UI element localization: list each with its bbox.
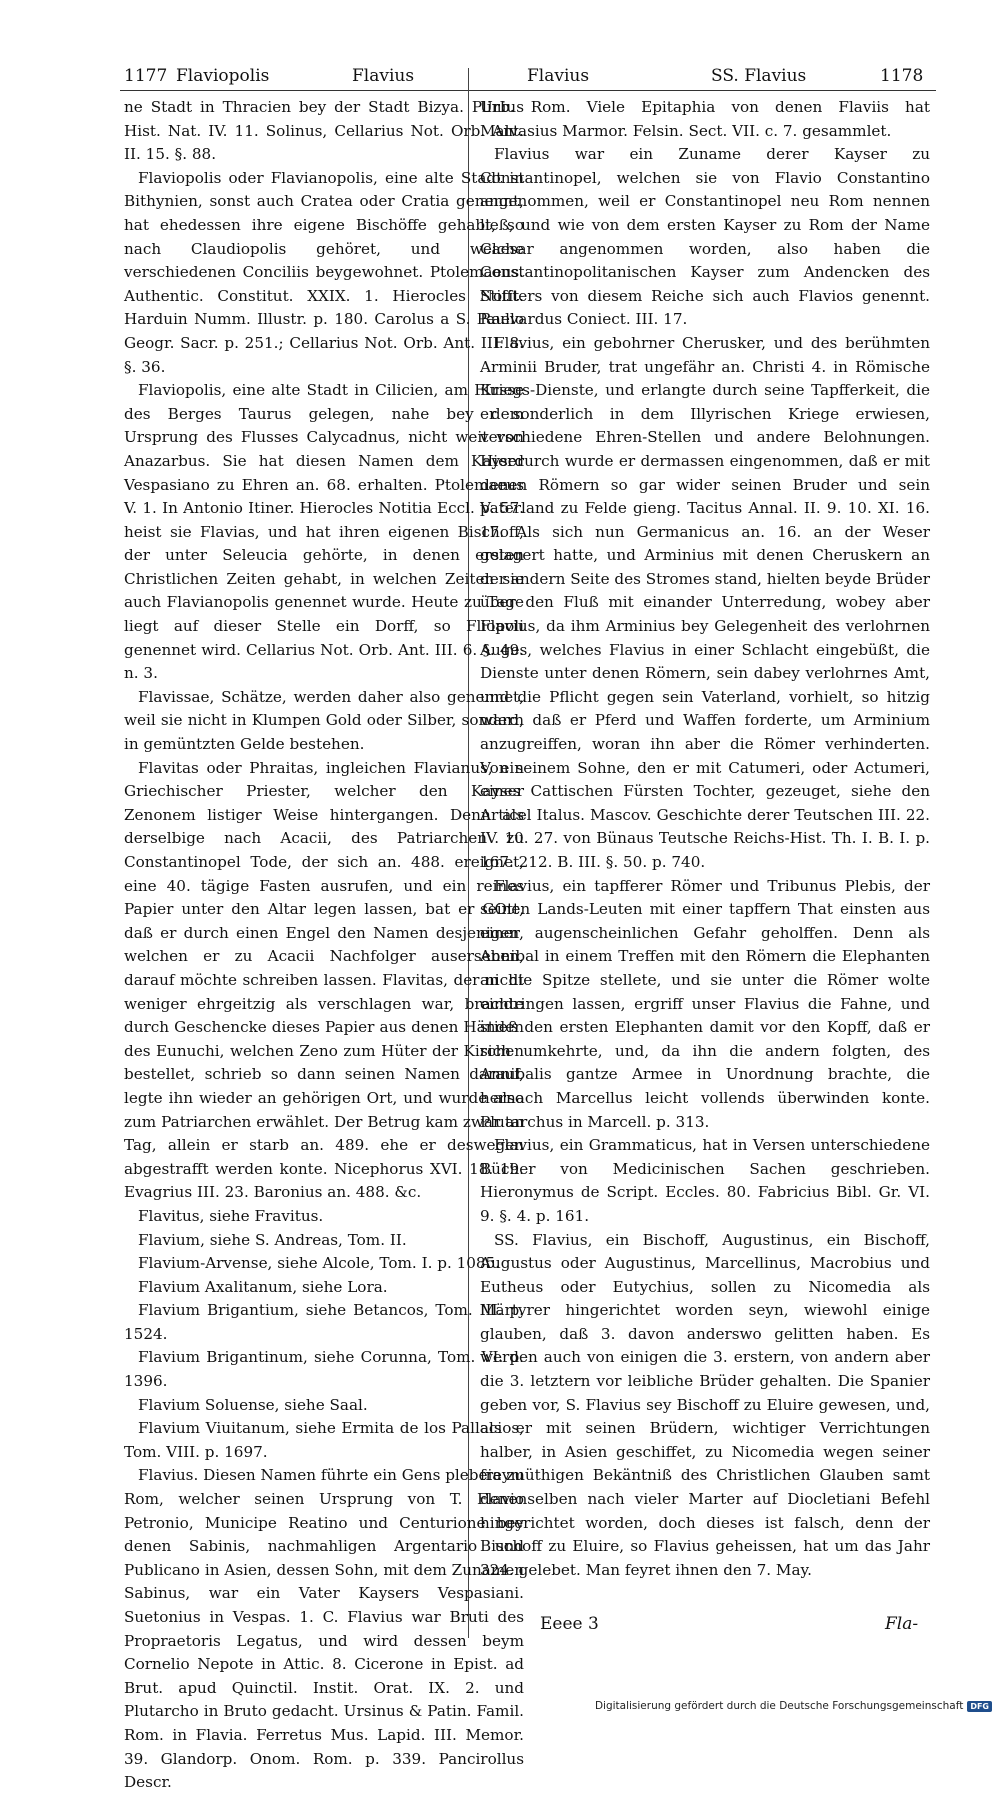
digitization-footer — [595, 1700, 992, 1712]
right-column — [480, 96, 930, 1582]
entry-paragraph: Flavitas oder Phraitas, ingleichen Flavianus, ein Griechischer Priester, welcher den Kayser Zenonem listiger Weise hintergangen. Denn als derselbige nach Acacii, des Patriarchen zu Constantinopel Tode, der sich an. 488. ereignet, eine 40. tägige Fasten ausrufen, und ein reines Papier unter den Altar legen lassen, bat er GOtt, daß er durch einen Engel den Namen desjenigen, welchen er zu Acacii Nachfolger auserseben, darauf möchte schreiben lassen. Flavitas, der nicht weniger ehrgeitzig als verschlagen war, brachte durch Geschencke dieses Papier aus denen Händen des Eunuchi, welchen Zeno zum Hüter der Kirchen bestellet, schrieb so dann seinen Namen darauf, legte ihn wieder an gehörigen Ort, und wurde also zum Patriarchen erwählet. Der Betrug kam zwar an Tag, allein er starb an. 489. ehe er deswegen abgestrafft werden konte. Nicephorus XVI. 18. 19. Evagrius III. 23. Baronius an. 488. &c. — [124, 758, 524, 1202]
entry-paragraph: Flavius, ein gebohrner Cherusker, und des berühmten Arminii Bruder, trat ungefähr an. Christi 4. in Römische Kriegs-Dienste, und erlangte durch seine Tapfferkeit, die er sonderlich in dem Illyrischen Kriege erwiesen, verschiedene Ehren-Stellen und andere Belohnungen. Hierdurch wurde er dermassen eingenommen, daß er mit denen Römern so gar wider seinen Bruder und sein Vaterland zu Felde gieng. Tacitus Annal. II. 9. 10. XI. 16. 17. Als sich nun Germanicus an. 16. an der Weser gelagert hatte, und Arminius mit denen Cheruskern an der andern Seite des Stromes stand, hielten beyde Brüder über den Fluß mit einander Unterredung, wobey aber Flavius, da ihm Arminius bey Gelegenheit des verlohrnen Auges, welches Flavius in einer Schlacht eingebüßt, die Dienste unter denen Römern, sein dabey verlohrnes Amt, und die Pflicht gegen sein Vaterland, vorhielt, so hitzig ward, daß er Pferd und Waffen forderte, um Arminium anzugreiffen, woran ihn aber die Römer verhinderten. Von seinem Sohne, den er mit Catumeri, oder Actumeri, eines Cattischen Fürsten Tochter, gezeuget, siehe den Articel Italus. Mascov. Geschichte derer Teutschen III. 22. IV. 10. 27. von Bünaus Teutsche Reichs-Hist. Th. I. B. I. p. 167. 212. B. III. §. 50. p. 740. — [480, 333, 930, 871]
entry-paragraph: Flavium Axalitanum, siehe Lora. — [138, 1277, 388, 1296]
entry-paragraph: Flavius. Diesen Namen führte ein Gens plebeia zu Rom, welcher seinen Ursprung von T. Flavio Petronio, Municipe Reatino und Centurione bey denen Sabinis, nachmahligen Argentario und Publicano in Asien, dessen Sohn, mit dem Zunamen Sabinus, war ein Vater Kaysers Vespasiani. Suetonius in Vespas. 1. C. Flavius war Bruti des Propraetoris Legatus, und wird dessen beym Cornelio Nepote in Attic. 8. Cicerone in Epist. ad Brut. apud Quinctil. Instit. Orat. IX. 2. und Plutarcho in Bruto gedacht. Ursinus & Patin. Famil. Rom. in Flavia. Ferretus Mus. Lapid. III. Memor. 39. Glandorp. Onom. Rom. p. 339. Pancirollus Descr. — [124, 1466, 525, 1792]
catchword: Fla- — [885, 1614, 919, 1634]
entry-paragraph: Flavius, ein Grammaticus, hat in Versen unterschiedene Bücher von Medicinischen Sachen geschrieben. Hieronymus de Script. Eccles. 80. Fabricius Bibl. Gr. VI. 9. §. 4. p. 161. — [480, 1136, 930, 1225]
entry-paragraph: Flavius war ein Zuname derer Kayser zu Constantinopel, welchen sie von Flavio Constantino angenommen, weil er Constantinopel neu Rom nennen ließ, und wie von dem ersten Kayser zu Rom der Name Caesar angenommen worden, also haben die Constantinopolitanischen Kayser zum Andencken des Stiffters von diesem Reiche sich auch Flavios genennt. Raevardus Coniect. III. 17. — [480, 145, 930, 329]
entry-paragraph: Flavius, ein tapfferer Römer und Tribunus Plebis, der seinen Lands-Leuten mit einer tapffern That einsten aus einer augenscheinlichen Gefahr geholffen. Denn als Annibal in einem Treffen mit den Römern die Elephanten an die Spitze stellete, und sie unter die Römer wolte eindringen lassen, ergriff unser Flavius die Fahne, und stieß den ersten Elephanten damit vor den Kopff, daß er sich umkehrte, und, da ihn die andern folgten, des Annibalis gantze Armee in Unordnung brachte, die hernach Marcellus leicht vollends überwinden konte. Plutarchus in Marcell. p. 313. — [480, 876, 930, 1131]
page-number-left: 1177 — [124, 66, 168, 86]
entry-paragraph: Flavium Soluense, siehe Saal. — [138, 1395, 368, 1414]
entry-paragraph: Flavitus, siehe Fravitus. — [138, 1206, 324, 1225]
running-head-right-2: SS. Flavius — [711, 66, 807, 86]
signature-mark: Eeee 3 — [540, 1614, 599, 1634]
running-head-right-1: Flavius — [527, 66, 590, 86]
entry-paragraph: Flaviopolis oder Flavianopolis, eine alte Stadt in Bithynien, sonst auch Cratea oder Cratia genennt, hat ehedessen ihre eigene Bischöffe gehabt, so nach Claudiopolis gehöret, und welche verschiedenen Conciliis beygewohnet. Ptolemaeus. Authentic. Constitut. XXIX. 1. Hierocles Notit. Harduin Numm. Illustr. p. 180. Carolus a S. Paullo Geogr. Sacr. p. 251.; Cellarius Not. Orb. Ant. III. 8. §. 36. — [124, 168, 524, 376]
entry-paragraph: Flavium-Arvense, siehe Alcole, Tom. I. p. 1085. — [138, 1254, 501, 1273]
running-head-left-1: Flaviopolis — [176, 66, 270, 86]
entry-paragraph: Flavium Brigantinum, siehe Corunna, Tom. VI. p. 1396. — [124, 1348, 524, 1391]
page-number-right: 1178 — [880, 66, 924, 86]
entry-paragraph: Flavium Viuitanum, siehe Ermita de los Pallacios, Tom. VIII. p. 1697. — [124, 1419, 524, 1461]
entry-paragraph: Flaviopolis, eine alte Stadt in Cilicien, am Flusse des Berges Taurus gelegen, nahe bey dem Ursprung des Flusses Calycadnus, nicht weit von Anazarbus. Sie hat diesen Namen dem Kayser Vespasiano zu Ehren an. 68. erhalten. Ptolemaeus V. 1. In Antonio Itiner. Hierocles Notitia Eccl. p. 57. heist sie Flavias, und hat ihren eigenen Bischoff, der unter Seleucia gehörte, in denen ersten Christlichen Zeiten gehabt, in welchen Zeiten sie auch Flavianopolis genennet wurde. Heute zu Tage liegt auf dieser Stelle ein Dorff, so Fliopoli genennet wird. Cellarius Not. Orb. Ant. III. 6. §. 49. n. 3. — [124, 381, 524, 683]
header-rule — [120, 90, 936, 91]
left-column — [124, 96, 524, 1795]
entry-paragraph: Flavium, siehe S. Andreas, Tom. II. — [138, 1230, 407, 1249]
entry-paragraph: Flavissae, Schätze, werden daher also genennet, weil sie nicht in Klumpen Gold oder Silber, sondern in gemüntzten Gelde bestehen. — [124, 687, 524, 754]
running-head-left-2: Flavius — [352, 66, 415, 86]
dfg-logo: DFG — [967, 1701, 992, 1712]
entry-paragraph: Urb. Rom. Viele Epitaphia von denen Flaviis hat Malvasius Marmor. Felsin. Sect. VII. c. 7. gesammlet. — [480, 98, 930, 140]
entry-paragraph: SS. Flavius, ein Bischoff, Augustinus, ein Bischoff, Augustus oder Augustinus, Marcellinus, Macrobius und Eutheus oder Eutychius, sollen zu Nicomedia als Märtyrer hingerichtet worden seyn, wiewohl einige glauben, daß 3. davon anderswo gelitten haben. Es werden auch von einigen die 3. erstern, von andern aber die 3. letztern vor leibliche Brüder gehalten. Die Spanier geben vor, S. Flavius sey Bischoff zu Eluire gewesen, und, als er mit seinen Brüdern, wichtiger Verrichtungen halber, in Asien geschiffet, zu Nicomedia wegen seiner freymüthigen Bekäntniß des Christlichen Glauben samt denenselben nach vieler Marter auf Diocletiani Befehl hingerichtet worden, doch dieses ist falsch, denn der Bischoff zu Eluire, so Flavius geheissen, hat um das Jahr 324. gelebet. Man feyret ihnen den 7. May. — [480, 1230, 930, 1579]
entry-paragraph: ne Stadt in Thracien bey der Stadt Bizya. Plinius Hist. Nat. IV. 11. Solinus, Cellarius Not. Orb. Ant. II. 15. §. 88. — [124, 98, 524, 164]
entry-paragraph: Flavium Brigantium, siehe Betancos, Tom. III. p. 1524. — [124, 1301, 524, 1343]
footer-text: Digitalisierung gefördert durch die Deutsche Forschungsgemeinschaft — [594, 1700, 964, 1712]
